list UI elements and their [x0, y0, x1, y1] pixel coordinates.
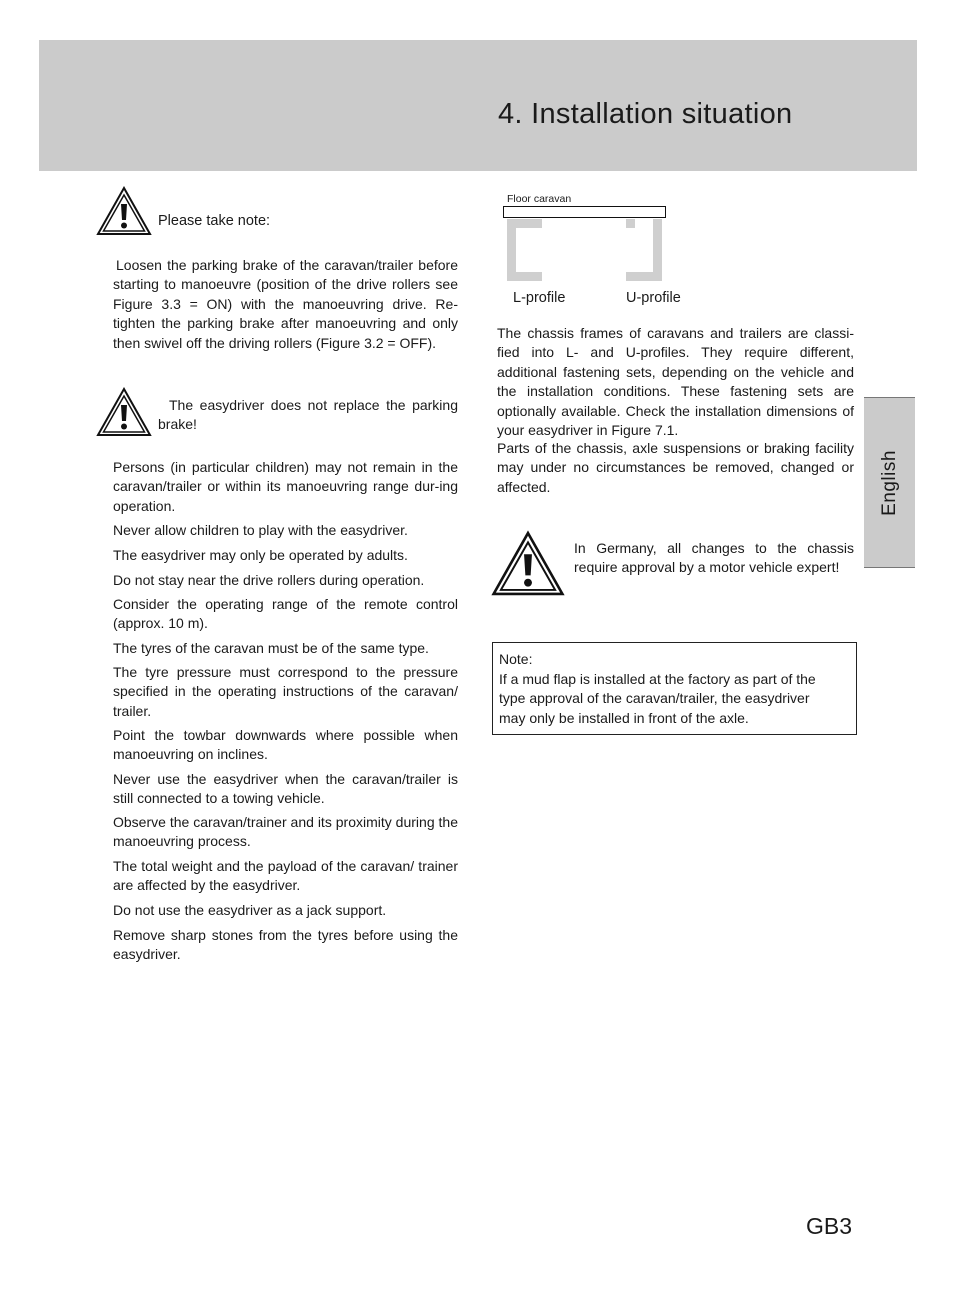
page-title: 4. Installation situation: [498, 98, 793, 130]
warning-triangle-icon: [491, 530, 565, 597]
floor-caravan-label: Floor caravan: [507, 193, 572, 205]
list-item: Point the towbar downwards where possible when manoeuvring on inclines.: [113, 727, 458, 763]
u-profile-shape: [626, 219, 662, 281]
list-item: Do not use the easydriver as a jack support.: [113, 902, 387, 918]
warning-triangle-icon: [96, 186, 152, 236]
note-label: Note:: [499, 651, 533, 667]
note-text: If a mud flap is installed at the factory as part of the type approval of the caravan/trailer, the easydriver may only be installed in front of the axle.: [499, 671, 816, 726]
list-item: Never use the easydriver when the caravan/trailer is still connected to a towing vehicle.: [113, 771, 458, 807]
caution-title: Please take note:: [158, 213, 271, 229]
list-item: Do not stay near the drive rollers during operation.: [113, 572, 425, 588]
u-profile-label: U-profile: [626, 290, 681, 306]
note-box: [492, 642, 857, 735]
list-item: Never allow children to play with the easydriver.: [113, 522, 408, 538]
list-item: The total weight and the payload of the caravan/ trainer are affected by the easydriver.: [113, 858, 458, 894]
floor-caravan-bar: [503, 206, 666, 218]
list-item: The easydriver may only be operated by adults.: [113, 547, 408, 563]
language-tab-label: English: [878, 449, 900, 516]
list-item: The tyres of the caravan must be of the same type.: [113, 640, 429, 656]
list-item: The tyre pressure must correspond to the pressure specified in the operating instructions of the caravan/ trailer.: [113, 664, 458, 719]
chassis-text: The chassis frames of caravans and trailers are classi-fied into L- and U-profiles. They require different, additional fastening sets, depending on the vehicle and the installation conditions. These fastening sets are optionally available. Check the installation dimensions of your easydriver in Figure 7.1.: [497, 325, 854, 439]
list-item: Observe the caravan/trainer and its proximity during the manoeuvring process.: [113, 814, 458, 850]
warning-text: The easydriver does not replace the parking brake!: [158, 397, 458, 433]
l-profile-shape: [507, 219, 543, 281]
germany-warning-text: In Germany, all changes to the chassis require approval by a motor vehicle expert!: [574, 540, 854, 576]
chassis-parts-text: Parts of the chassis, axle suspensions or braking facility may under no circumstances be removed, changed or affected.: [497, 440, 854, 495]
caution-text: Loosen the parking brake of the caravan/trailer before starting to manoeuvre (position of the drive rollers see Figure 3.3 = ON) with the manoeuvring drive. Re-tighten the parking brake after manoeuvring and only then swivel off the driving rollers (Figure 3.2 = OFF).: [113, 257, 458, 351]
list-item: Consider the operating range of the remote control (approx. 10 m).: [113, 596, 458, 632]
page-number: GB3: [806, 1213, 853, 1239]
header-band: [39, 40, 917, 171]
language-tab: [864, 397, 915, 568]
list-item: Remove sharp stones from the tyres before using the easydriver.: [113, 927, 458, 963]
warning-triangle-icon: [96, 387, 152, 437]
l-profile-label: L-profile: [513, 290, 566, 306]
list-item: Persons (in particular children) may not remain in the caravan/trailer or within its manoeuvring range dur-ing operation.: [113, 459, 458, 514]
